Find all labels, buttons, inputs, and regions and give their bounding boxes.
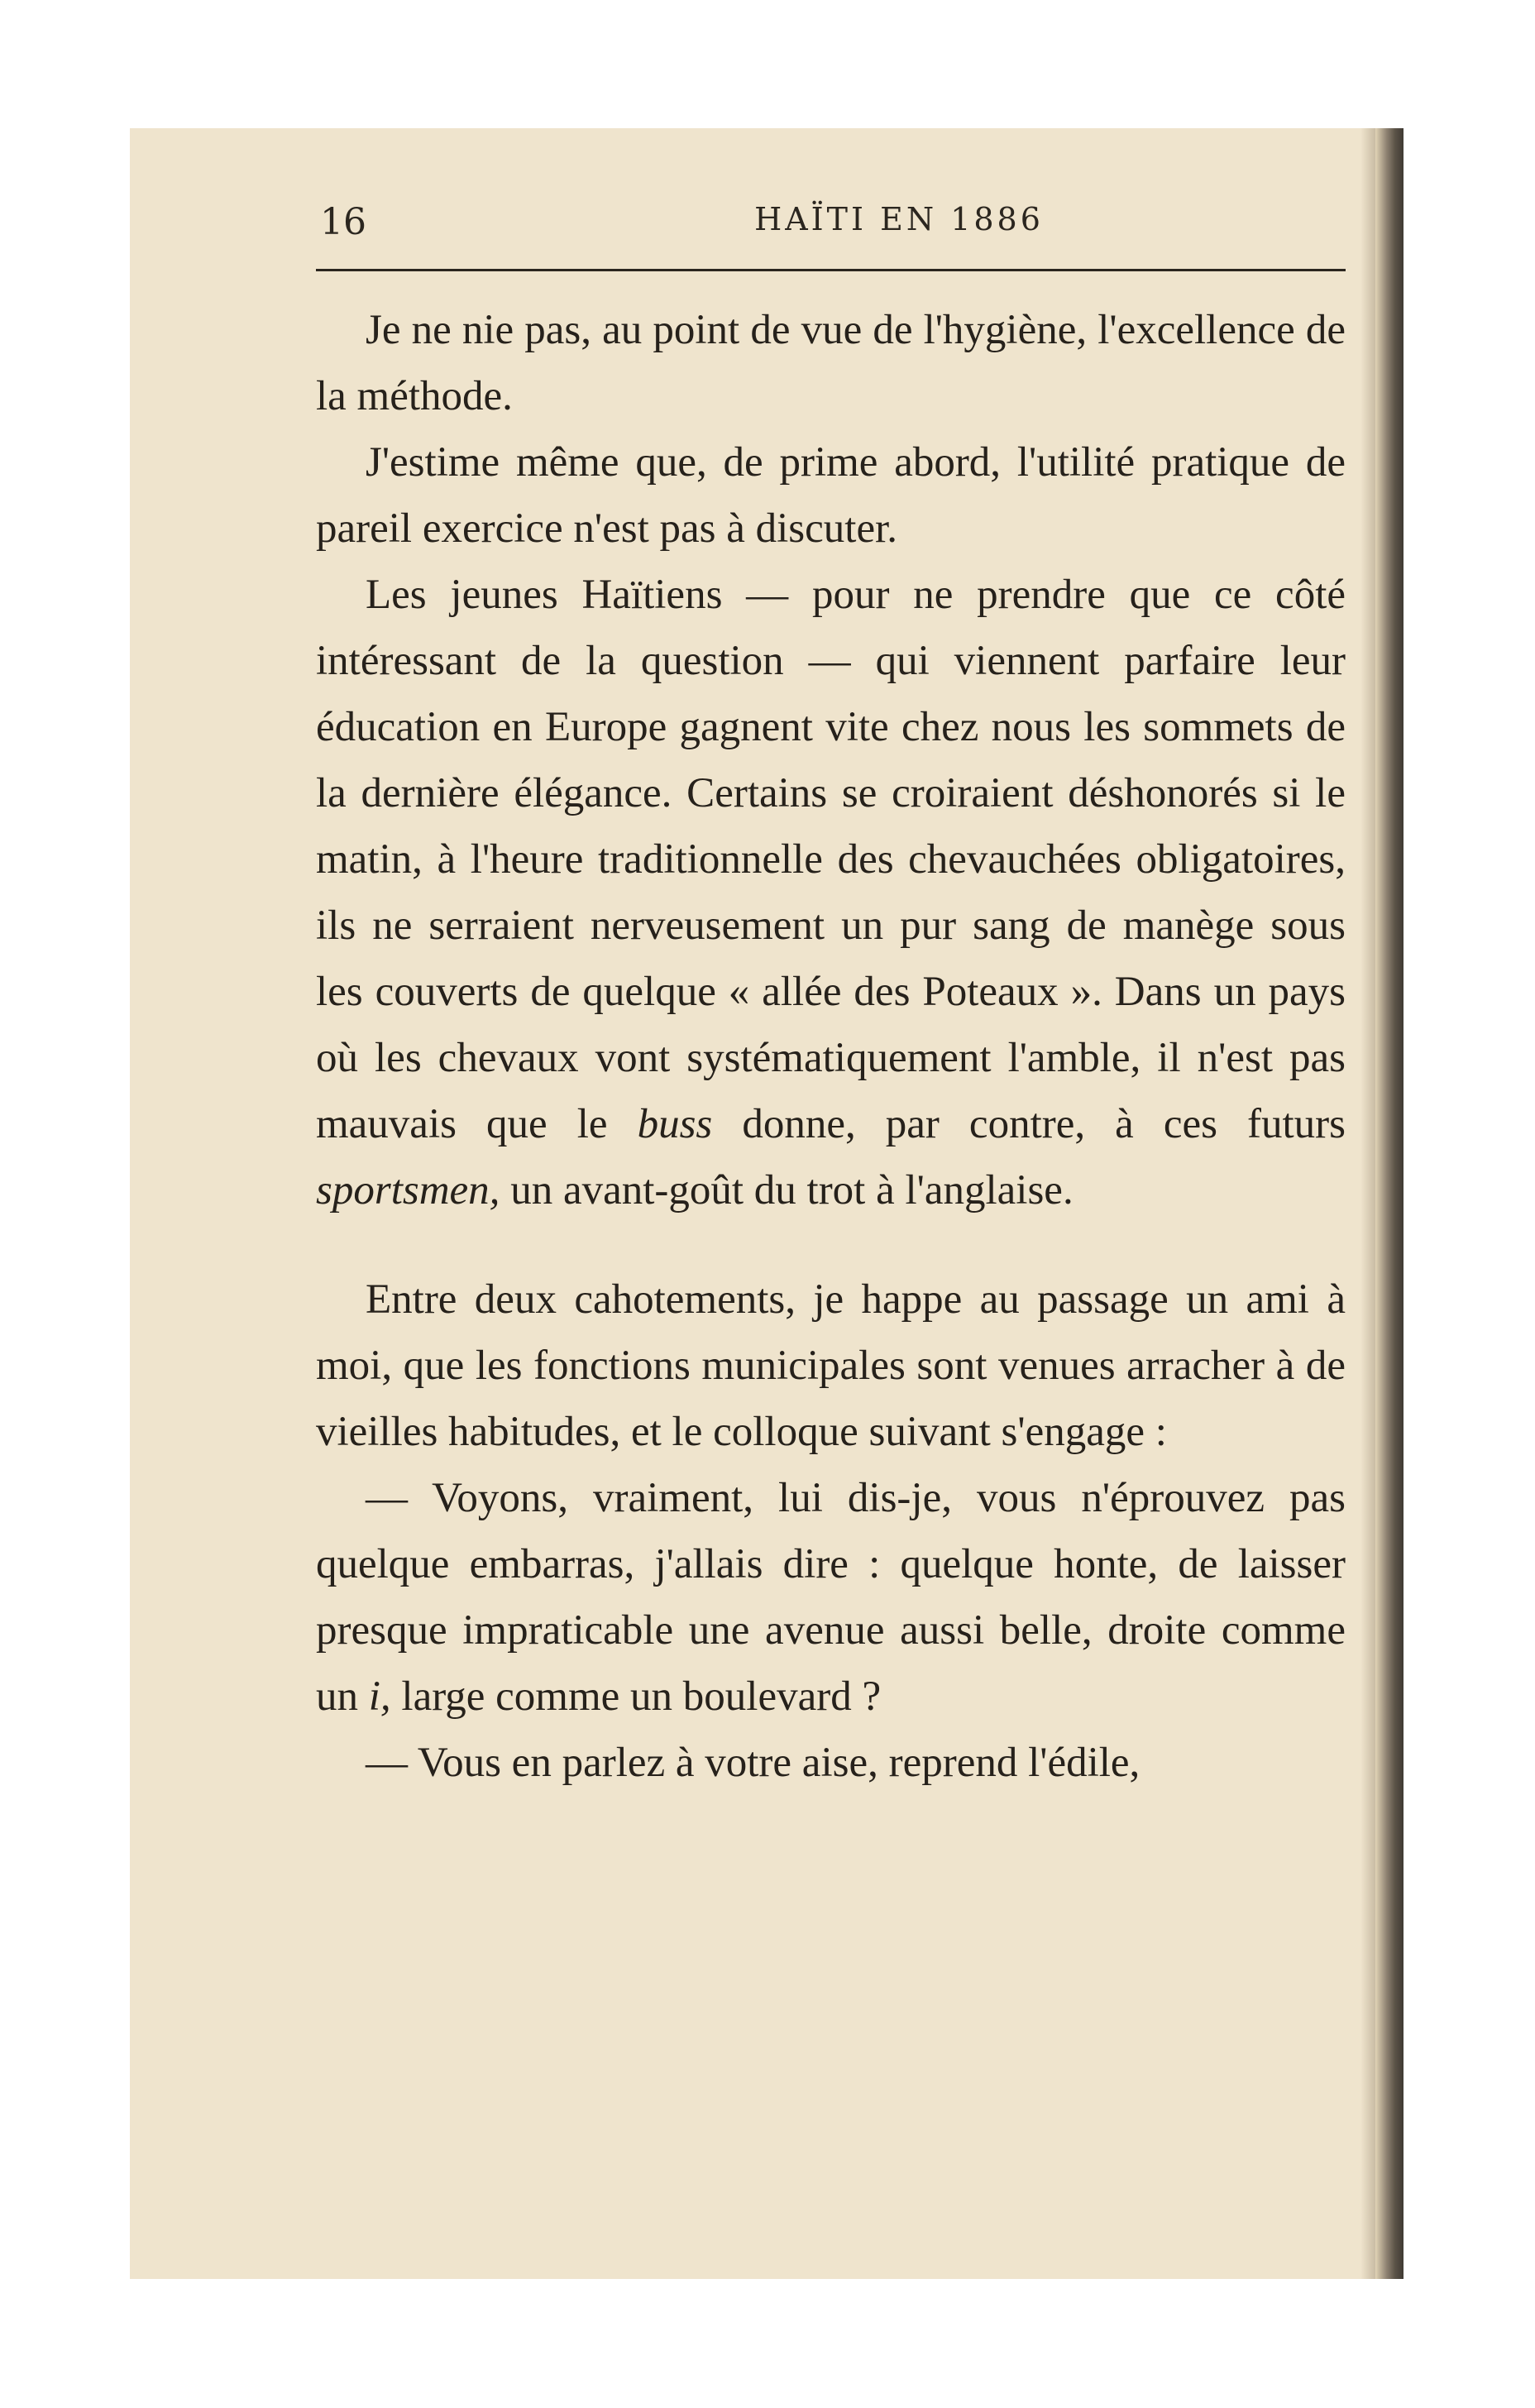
italic-word-sportsmen: sportsmen, [316, 1167, 500, 1214]
italic-word-buss: buss [637, 1101, 713, 1147]
book-page-scan [130, 128, 1403, 2279]
paragraph-jeunes-haitiens [316, 562, 1346, 1223]
paragraph-cahotements: Entre deux cahotements, je happe au passage un ami à moi, que les fonctions municipales sont venues arracher à de vieilles habitudes, et le colloque suivant s'engage : [316, 1276, 1346, 1455]
text-run: un avant-goût du trot à l'anglaise. [500, 1167, 1074, 1214]
book-spine [1375, 128, 1403, 2279]
header-rule [316, 269, 1346, 271]
text-run: — Voyons, vraiment, lui dis-je, vous n'éprouvez pas quelque embarras, j'allais dire : quelque honte, de laisser presque impraticable une avenue aussi belle, droite comme un [316, 1475, 1346, 1720]
paragraph-voyons [316, 1465, 1346, 1730]
paragraph-utilite: J'estime même que, de prime abord, l'utilité pratique de pareil exercice n'est pas à discuter. [316, 439, 1346, 552]
page-number: 16 [320, 201, 366, 243]
page-shadow [1360, 128, 1375, 2279]
page-body [316, 297, 1346, 1796]
page-header [320, 196, 1346, 246]
text-run: Les jeunes Haïtiens — pour ne prendre que ce côté intéressant de la question — qui viennent parfaire leur éducation en Europe gagnent vite chez nous les sommets de la dernière élégance. Certains se croiraient déshonorés si le matin, à l'heure traditionnelle des chevauchées obligatoires, ils ne serraient nerveusement un pur sang de manège sous les couverts de quelque « allée des Poteaux ». Dans un pays où les chevaux vont systématiquement l'amble, il n'est pas mauvais que le [316, 572, 1346, 1147]
italic-letter-i: i, [368, 1673, 391, 1720]
paragraph-hygiene: Je ne nie pas, au point de vue de l'hygiène, l'excellence de la méthode. [316, 307, 1346, 419]
running-head: HAÏTI EN 1886 [754, 201, 1044, 237]
text-run: donne, par contre, à ces futurs [712, 1101, 1346, 1147]
text-run: large comme un boulevard ? [390, 1673, 882, 1720]
paragraph-edile: — Vous en parlez à votre aise, reprend l'édile, [366, 1740, 1140, 1786]
